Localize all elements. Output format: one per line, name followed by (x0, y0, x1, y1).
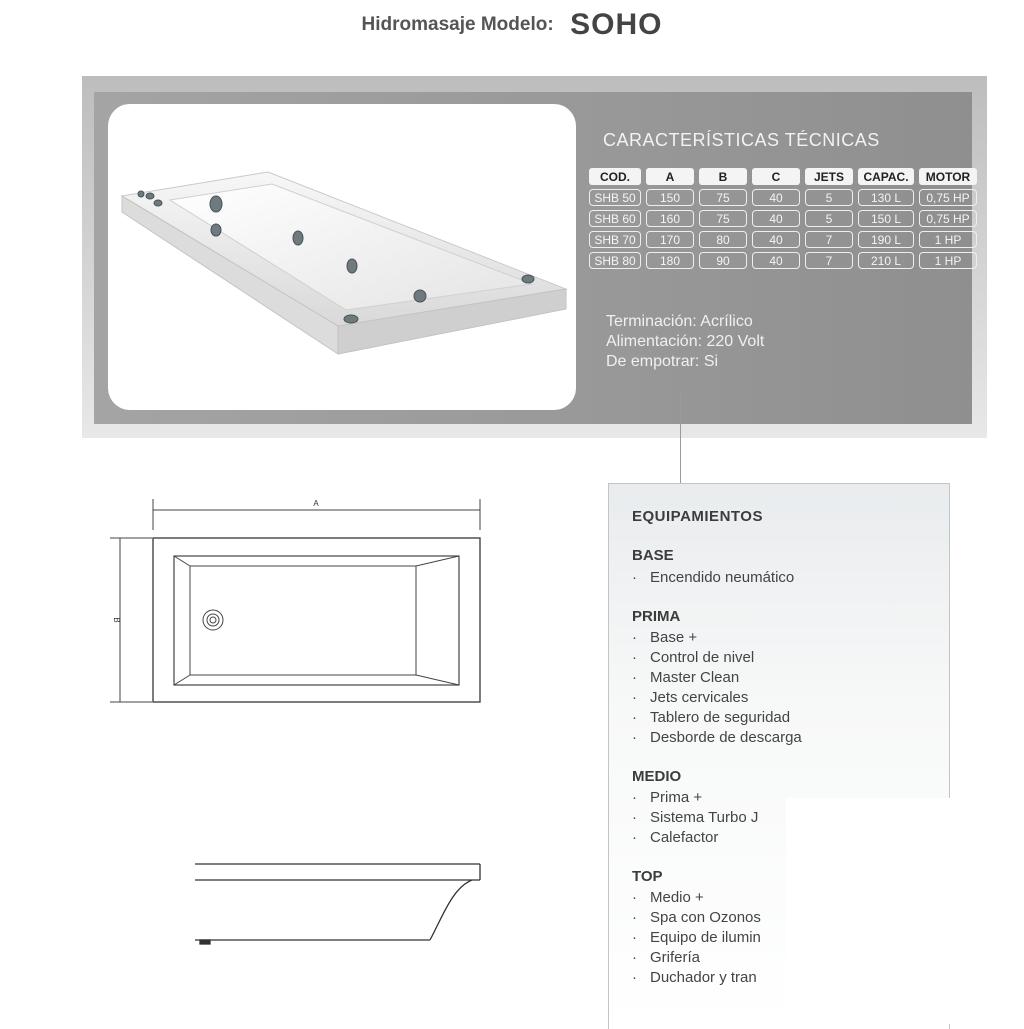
col-jets: JETS (805, 168, 853, 185)
cell-b: 75 (699, 189, 747, 206)
col-b: B (699, 168, 747, 185)
specs-title: CARACTERÍSTICAS TÉCNICAS (603, 130, 880, 150)
cell-a: 150 (646, 189, 694, 206)
list-item: · Master Clean (632, 669, 740, 686)
top-view-drawing (100, 490, 500, 720)
cell-b: 90 (699, 252, 747, 269)
list-item: · Spa con Ozonos (632, 909, 761, 926)
col-capacity: CAPAC. (858, 168, 914, 185)
cell-c: 40 (752, 189, 800, 206)
cell-c: 40 (752, 210, 800, 227)
cell-jets: 7 (805, 231, 853, 248)
col-cod: COD. (589, 168, 641, 185)
group-top-title: TOP (632, 868, 663, 885)
specs-header-row (589, 168, 977, 185)
cell-jets: 7 (805, 252, 853, 269)
model-name: SOHO (570, 8, 663, 41)
list-item: · Calefactor (632, 829, 719, 846)
col-a: A (646, 168, 694, 185)
cell-cod: SHB 70 (589, 231, 641, 248)
list-item: · Control de nivel (632, 649, 755, 666)
dimension-b-label: B (112, 617, 121, 623)
cell-b: 75 (699, 210, 747, 227)
cell-motor: 0,75 HP (919, 189, 977, 206)
feature-power: Alimentación: 220 Volt (606, 333, 765, 350)
cropped-overlay (786, 798, 956, 1024)
cell-motor: 1 HP (919, 231, 977, 248)
feature-list (606, 312, 764, 372)
list-item: · Desborde de descarga (632, 729, 802, 746)
list-item: · Prima + (632, 789, 703, 806)
table-row (589, 252, 977, 269)
list-item: · Medio + (632, 889, 704, 906)
cell-b: 80 (699, 231, 747, 248)
cell-jets: 5 (805, 210, 853, 227)
bathtub-photo (108, 104, 576, 410)
connector-line (680, 392, 681, 484)
cell-a: 160 (646, 210, 694, 227)
group-prima-title: PRIMA (632, 608, 681, 625)
cell-a: 180 (646, 252, 694, 269)
group-medio-title: MEDIO (632, 768, 682, 785)
col-motor: MOTOR (919, 168, 977, 185)
group-base-title: BASE (632, 547, 674, 564)
cell-motor: 1 HP (919, 252, 977, 269)
cell-a: 170 (646, 231, 694, 248)
list-item: · Sistema Turbo J (632, 809, 759, 826)
list-item: · Encendido neumático (632, 569, 795, 586)
cell-c: 40 (752, 252, 800, 269)
cell-cod: SHB 50 (589, 189, 641, 206)
dimension-a-label: A (313, 499, 319, 508)
table-row (589, 231, 977, 248)
title-prefix: Hidromasaje Modelo: (361, 14, 554, 35)
cell-capacity: 190 L (858, 231, 914, 248)
list-item: · Duchador y tran (632, 969, 757, 986)
cell-cod: SHB 80 (589, 252, 641, 269)
cell-jets: 5 (805, 189, 853, 206)
list-item: · Jets cervicales (632, 689, 749, 706)
cell-c: 40 (752, 231, 800, 248)
list-item: · Grifería (632, 949, 701, 966)
equipment-title: EQUIPAMIENTOS (632, 508, 763, 525)
cell-cod: SHB 60 (589, 210, 641, 227)
cell-capacity: 210 L (858, 252, 914, 269)
feature-install: De empotrar: Si (606, 353, 719, 370)
cell-capacity: 130 L (858, 189, 914, 206)
feature-finish: Terminación: Acrílico (606, 313, 753, 330)
cell-motor: 0,75 HP (919, 210, 977, 227)
page-title (0, 8, 1024, 42)
specs-table (584, 164, 982, 273)
list-item: · Tablero de seguridad (632, 709, 791, 726)
cell-capacity: 150 L (858, 210, 914, 227)
list-item: · Equipo de ilumin (632, 929, 761, 946)
table-row (589, 210, 977, 227)
list-item: · Base + (632, 629, 698, 646)
col-c: C (752, 168, 800, 185)
side-view-drawing (190, 858, 490, 958)
table-row (589, 189, 977, 206)
